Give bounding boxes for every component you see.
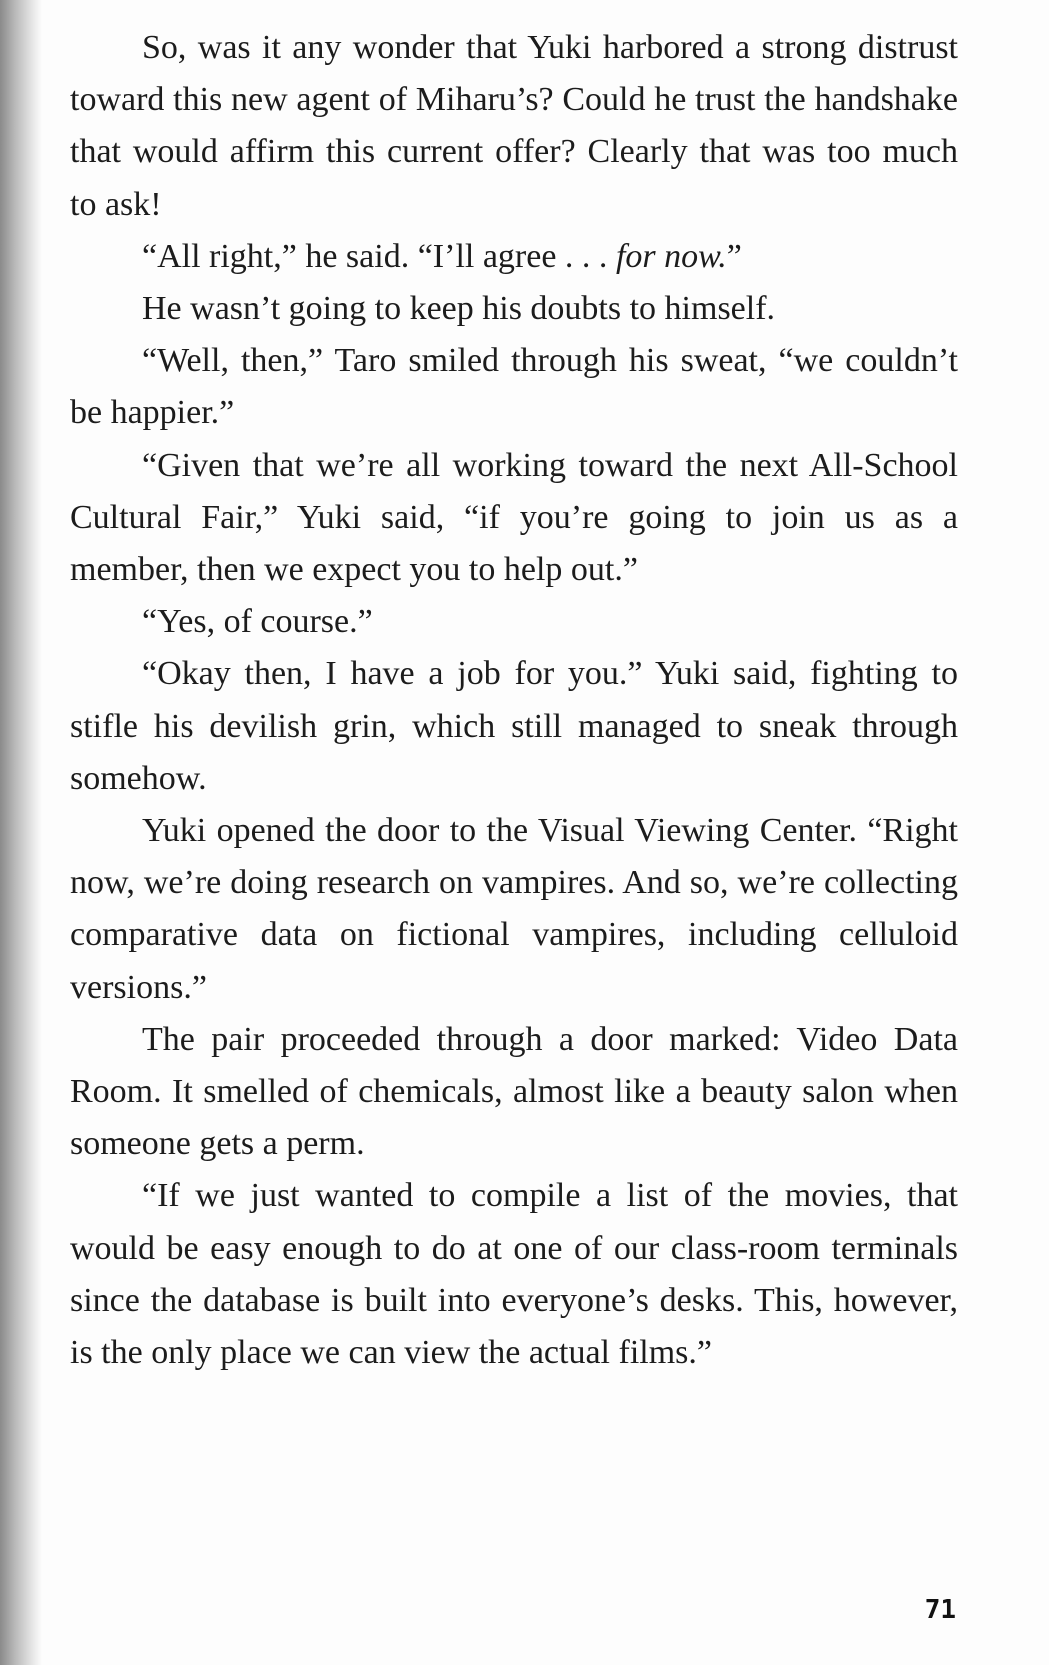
paragraph-7: “Okay then, I have a job for you.” Yuki said, fighting to stifle his devilish grin, which still managed to sneak through somehow. — [70, 655, 958, 797]
paragraph-1: So, was it any wonder that Yuki harbored a strong distrust toward this new agent of Miharu’s? Could he trust the handshake that would affirm this current offer? Clearly that was too much to ask! — [70, 29, 958, 223]
paragraph-2 — [70, 231, 958, 283]
paragraph-8: Yuki opened the door to the Visual Viewing Center. “Right now, we’re doing research on vampires. And so, we’re collecting comparative data on fictional vampires, including celluloid versions.” — [70, 812, 958, 1006]
body-text — [70, 22, 958, 1379]
dialogue-text: “All right,” he said. “I’ll agree . . . — [142, 237, 616, 275]
paragraph-6: “Yes, of course.” — [142, 603, 373, 641]
italic-emphasis: for now. — [615, 237, 727, 275]
binding-shadow — [0, 0, 42, 1665]
paragraph-4: “Well, then,” Taro smiled through his sweat, “we couldn’t be happier.” — [70, 342, 958, 432]
page-number: 71 — [924, 1595, 956, 1625]
paragraph-10: “If we just wanted to compile a list of the movies, that would be easy enough to do at one of our class-room terminals since the database is built into everyone’s desks. This, however, is the only place we can view the actual films.” — [70, 1177, 958, 1372]
closing-quote: ” — [726, 237, 742, 275]
paragraph-3: He wasn’t going to keep his doubts to himself. — [142, 290, 776, 328]
paragraph-5: “Given that we’re all working toward the next All-School Cultural Fair,” Yuki said, “if you’re going to join us as a member, then we expect you to help out.” — [70, 446, 958, 589]
paragraph-9: The pair proceeded through a door marked: Video Data Room. It smelled of chemicals, almost like a beauty salon when someone gets a perm. — [70, 1020, 958, 1163]
